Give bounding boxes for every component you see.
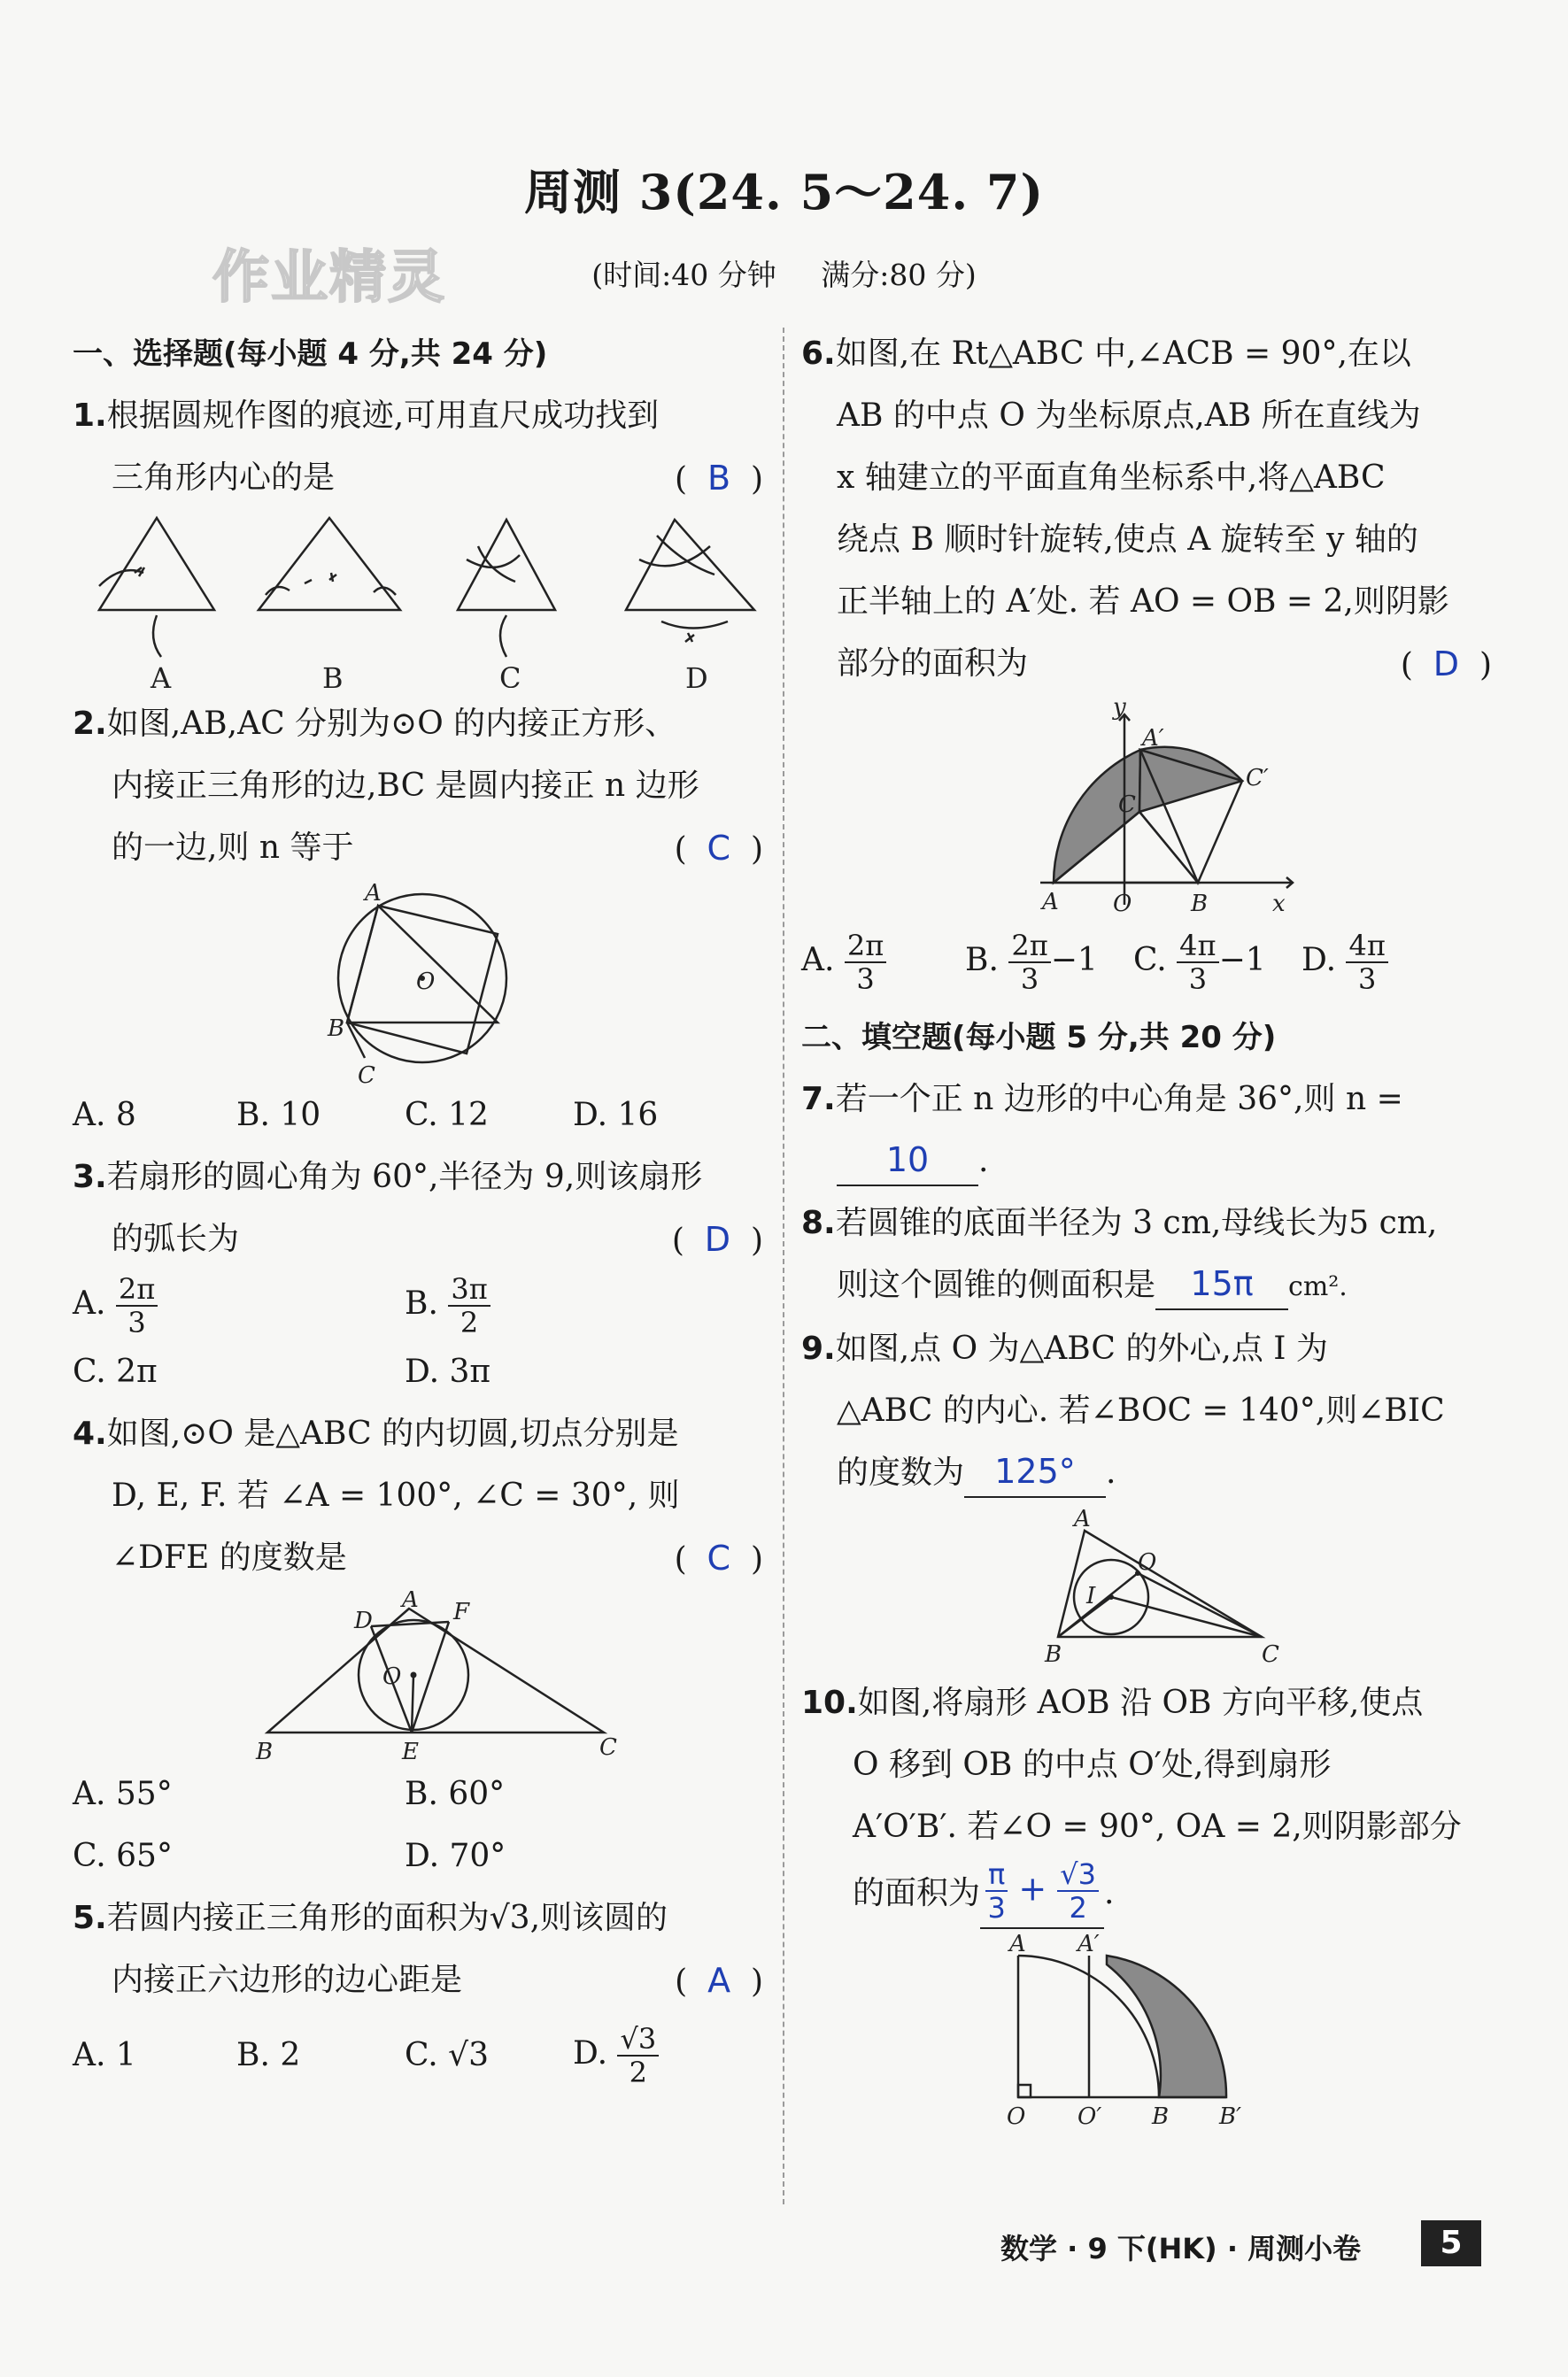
q8-number: 8. bbox=[801, 1205, 836, 1241]
q8-answer: 15π bbox=[1155, 1259, 1288, 1310]
q6-answer-paren: ( D ) bbox=[1400, 644, 1492, 683]
q10-label-o: O bbox=[1007, 2103, 1026, 2130]
q5-answer-paren: ( A ) bbox=[675, 1961, 763, 2000]
q10-label-o-prime: O′ bbox=[1078, 2103, 1102, 2130]
q1-text-1: 根据圆规作图的痕迹,可用直尺成功找到 bbox=[106, 397, 660, 434]
q6-options bbox=[801, 918, 1492, 1007]
q5-text-2: 内接正六边形的边心距是 bbox=[112, 1962, 463, 1998]
q4-label-d: D bbox=[354, 1608, 373, 1634]
q6-option-d: D. $\frac{4\pi}{3}$ bbox=[1302, 930, 1388, 995]
q2-label-b: B bbox=[328, 1015, 345, 1042]
q10-answer: $\frac{\pi}{3}$ + $\frac{√3}{2}$ bbox=[980, 1858, 1104, 1929]
q3-number: 3. bbox=[73, 1159, 107, 1195]
q3-option-d: D. 3π bbox=[405, 1354, 491, 1390]
q5-number: 5. bbox=[73, 1900, 107, 1936]
q10-text-4: 的面积为 bbox=[853, 1875, 981, 1911]
q10-label-b-prime: B′ bbox=[1219, 2103, 1242, 2130]
q10-figure bbox=[801, 1929, 1492, 2133]
q4-text-2: D, E, F. 若 ∠A = 100°, ∠C = 30°, 则 bbox=[112, 1478, 680, 1514]
q9-label-o: O bbox=[1138, 1549, 1157, 1576]
full-score: 满分:80 分) bbox=[821, 258, 977, 292]
q2-number: 2. bbox=[73, 706, 107, 742]
q3-answer-paren: ( D ) bbox=[671, 1220, 763, 1259]
q6-label-c-prime: C′ bbox=[1246, 765, 1269, 791]
q6-option-c: C. $\frac{4\pi}{3}$ −1 bbox=[1133, 929, 1266, 996]
question-7 bbox=[801, 1069, 1492, 1192]
q6-label-a-prime: A′ bbox=[1142, 725, 1164, 752]
q3-text-1: 若扇形的圆心角为 60°,半径为 9,则该扇形 bbox=[106, 1159, 703, 1195]
q6-text-1: 如图,在 Rt△ABC 中,∠ACB = 90°,在以 bbox=[835, 336, 1411, 372]
q10-label-b: B bbox=[1152, 2103, 1170, 2130]
question-8 bbox=[801, 1192, 1492, 1318]
q4-text-3: ∠DFE 的度数是 bbox=[112, 1540, 347, 1576]
q9-label-b: B bbox=[1045, 1641, 1062, 1668]
watermark: 作业精灵 bbox=[212, 245, 446, 311]
q6-number: 6. bbox=[801, 336, 836, 372]
q8-text-2: 则这个圆锥的侧面积是 bbox=[837, 1267, 1156, 1303]
q5-option-c: C. √3 bbox=[405, 2037, 489, 2073]
section-fill-title: 二、填空题(每小题 5 分,共 20 分) bbox=[801, 1020, 1277, 1055]
q2-options bbox=[73, 1084, 763, 1146]
page-title: 周测 3(24. 5～24. 7) bbox=[523, 164, 1045, 220]
q5-options bbox=[73, 2011, 675, 2100]
q2-option-d: D. 16 bbox=[573, 1097, 659, 1133]
q3-text-2: 的弧长为 bbox=[112, 1221, 240, 1257]
q10-number: 10. bbox=[801, 1685, 858, 1721]
q6-text-2: AB 的中点 O 为坐标原点,AB 所在直线为 bbox=[837, 397, 1421, 434]
q2-label-a: A bbox=[365, 881, 382, 907]
q5-option-b: B. 2 bbox=[236, 2037, 301, 2073]
column-divider bbox=[783, 328, 784, 2204]
q2-answer: C bbox=[707, 829, 731, 868]
q4-text-1: 如图,⊙O 是△ABC 的内切圆,切点分别是 bbox=[106, 1416, 679, 1452]
question-10 bbox=[801, 1672, 1492, 1929]
question-5 bbox=[73, 1887, 763, 2011]
q2-label-c: C bbox=[358, 1062, 375, 1084]
q5-text-1: 若圆内接正三角形的面积为√3,则该圆的 bbox=[106, 1900, 668, 1936]
q1-figure bbox=[73, 511, 763, 688]
q8-unit: cm². bbox=[1288, 1271, 1348, 1302]
q2-text-2: 内接正三角形的边,BC 是圆内接正 n 边形 bbox=[112, 768, 699, 804]
q6-label-a: A bbox=[1042, 889, 1059, 915]
q3-option-b: B. $\frac{3\pi}{2}$ bbox=[405, 1273, 490, 1339]
q6-option-a: A. $\frac{2\pi}{3}$ bbox=[801, 930, 965, 995]
q10-label-a-prime: A′ bbox=[1078, 1931, 1100, 1957]
q1-label-b: B bbox=[322, 661, 344, 688]
q6-option-b: B. $\frac{2\pi}{3}$ −1 bbox=[965, 929, 1098, 996]
question-3 bbox=[73, 1146, 763, 1270]
q10-text-1: 如图,将扇形 AOB 沿 OB 方向平移,使点 bbox=[857, 1685, 1424, 1721]
question-4 bbox=[73, 1403, 763, 1589]
q1-label-d: D bbox=[685, 661, 708, 688]
q2-answer-paren: ( C ) bbox=[674, 829, 763, 868]
q4-label-c: C bbox=[599, 1734, 617, 1761]
q9-text-2: △ABC 的内心. 若∠BOC = 140°,则∠BIC bbox=[837, 1393, 1445, 1429]
q1-label-a: A bbox=[151, 661, 172, 688]
question-2 bbox=[73, 693, 763, 879]
q6-text-5: 正半轴上的 A′处. 若 AO = OB = 2,则阴影 bbox=[837, 583, 1449, 620]
exam-info bbox=[0, 252, 1568, 294]
q4-figure bbox=[73, 1591, 763, 1763]
q6-text-6: 部分的面积为 bbox=[837, 645, 1029, 682]
q4-label-e: E bbox=[402, 1739, 419, 1763]
q6-text-4: 绕点 B 顺时针旋转,使点 A 旋转至 y 轴的 bbox=[837, 521, 1418, 558]
question-9 bbox=[801, 1318, 1492, 1504]
q1-answer: B bbox=[707, 459, 731, 498]
q7-end: . bbox=[978, 1143, 989, 1179]
q6-answer: D bbox=[1433, 644, 1460, 683]
q2-figure bbox=[73, 881, 763, 1084]
q6-figure bbox=[801, 697, 1492, 918]
q2-label-o: O bbox=[416, 969, 436, 995]
q5-option-a: A. 1 bbox=[73, 2037, 136, 2073]
q2-text-3: 的一边,则 n 等于 bbox=[112, 830, 354, 866]
q1-label-c: C bbox=[499, 661, 521, 688]
q10-label-a: A bbox=[1009, 1931, 1026, 1957]
q9-number: 9. bbox=[801, 1331, 836, 1367]
q6-label-c: C bbox=[1118, 791, 1136, 818]
section-choice-title: 一、选择题(每小题 4 分,共 24 分) bbox=[73, 336, 548, 372]
q9-label-c: C bbox=[1262, 1641, 1279, 1668]
q1-number: 1. bbox=[73, 397, 107, 434]
q4-answer-paren: ( C ) bbox=[674, 1539, 763, 1578]
q4-label-o: O bbox=[382, 1663, 402, 1690]
q9-text-1: 如图,点 O 为△ABC 的外心,点 I 为 bbox=[835, 1331, 1328, 1367]
q4-label-b: B bbox=[256, 1739, 274, 1763]
q3-option-a: A. $\frac{2\pi}{3}$ bbox=[73, 1273, 405, 1339]
right-column bbox=[801, 323, 1492, 2133]
q3-options-row2 bbox=[73, 1341, 763, 1403]
q6-label-b: B bbox=[1191, 891, 1209, 917]
q6-text-3: x 轴建立的平面直角坐标系中,将△ABC bbox=[837, 459, 1386, 496]
page-number: 5 bbox=[1421, 2220, 1481, 2266]
footer-text: 数学 · 9 下(HK) · 周测小卷 bbox=[1000, 2232, 1362, 2265]
q10-text-3: A′O′B′. 若∠O = 90°, OA = 2,则阴影部分 bbox=[853, 1809, 1462, 1845]
q2-option-b: B. 10 bbox=[236, 1097, 321, 1133]
q2-option-a: A. 8 bbox=[73, 1097, 136, 1133]
question-1 bbox=[73, 385, 763, 509]
q9-figure bbox=[801, 1504, 1492, 1672]
q6-label-y: y bbox=[1113, 697, 1126, 721]
q4-option-d: D. 70° bbox=[405, 1838, 506, 1874]
q9-end: . bbox=[1106, 1455, 1116, 1491]
q4-option-c: C. 65° bbox=[73, 1838, 173, 1874]
q3-answer: D bbox=[704, 1220, 731, 1259]
q4-option-b: B. 60° bbox=[405, 1776, 506, 1812]
q1-text-2: 三角形内心的是 bbox=[112, 459, 336, 496]
q4-answer: C bbox=[707, 1539, 731, 1578]
q4-label-a: A bbox=[402, 1591, 419, 1613]
q4-label-f: F bbox=[453, 1599, 470, 1625]
question-6 bbox=[801, 323, 1492, 695]
q10-end: . bbox=[1104, 1875, 1115, 1911]
q5-answer: A bbox=[707, 1961, 731, 2000]
q4-options-row1 bbox=[73, 1763, 763, 1825]
q7-text-1: 若一个正 n 边形的中心角是 36°,则 n = bbox=[835, 1081, 1403, 1117]
q8-text-1: 若圆锥的底面半径为 3 cm,母线长为5 cm, bbox=[835, 1205, 1438, 1241]
q4-option-a: A. 55° bbox=[73, 1776, 173, 1812]
time-limit: (时间:40 分钟 bbox=[591, 258, 776, 292]
q7-number: 7. bbox=[801, 1081, 836, 1117]
q9-label-a: A bbox=[1074, 1506, 1091, 1532]
left-column bbox=[73, 323, 763, 2100]
q10-text-2: O 移到 OB 的中点 O′处,得到扇形 bbox=[853, 1747, 1332, 1783]
q4-options-row2 bbox=[73, 1825, 763, 1887]
q6-label-o: O bbox=[1113, 891, 1132, 917]
q3-option-c: C. 2π bbox=[73, 1354, 158, 1390]
q6-label-x: x bbox=[1272, 891, 1286, 917]
q3-options-row1 bbox=[73, 1270, 672, 1341]
q9-text-3: 的度数为 bbox=[837, 1455, 965, 1491]
q4-number: 4. bbox=[73, 1416, 107, 1452]
q7-answer: 10 bbox=[837, 1135, 978, 1186]
q2-option-c: C. 12 bbox=[405, 1097, 489, 1133]
q2-text-1: 如图,AB,AC 分别为⊙O 的内接正方形、 bbox=[106, 706, 677, 742]
q5-option-d: D. $\frac{√3}{2}$ bbox=[573, 2023, 659, 2088]
q1-answer-paren: ( B ) bbox=[675, 459, 763, 498]
q9-label-i: I bbox=[1086, 1583, 1096, 1609]
q9-answer: 125° bbox=[964, 1447, 1106, 1498]
